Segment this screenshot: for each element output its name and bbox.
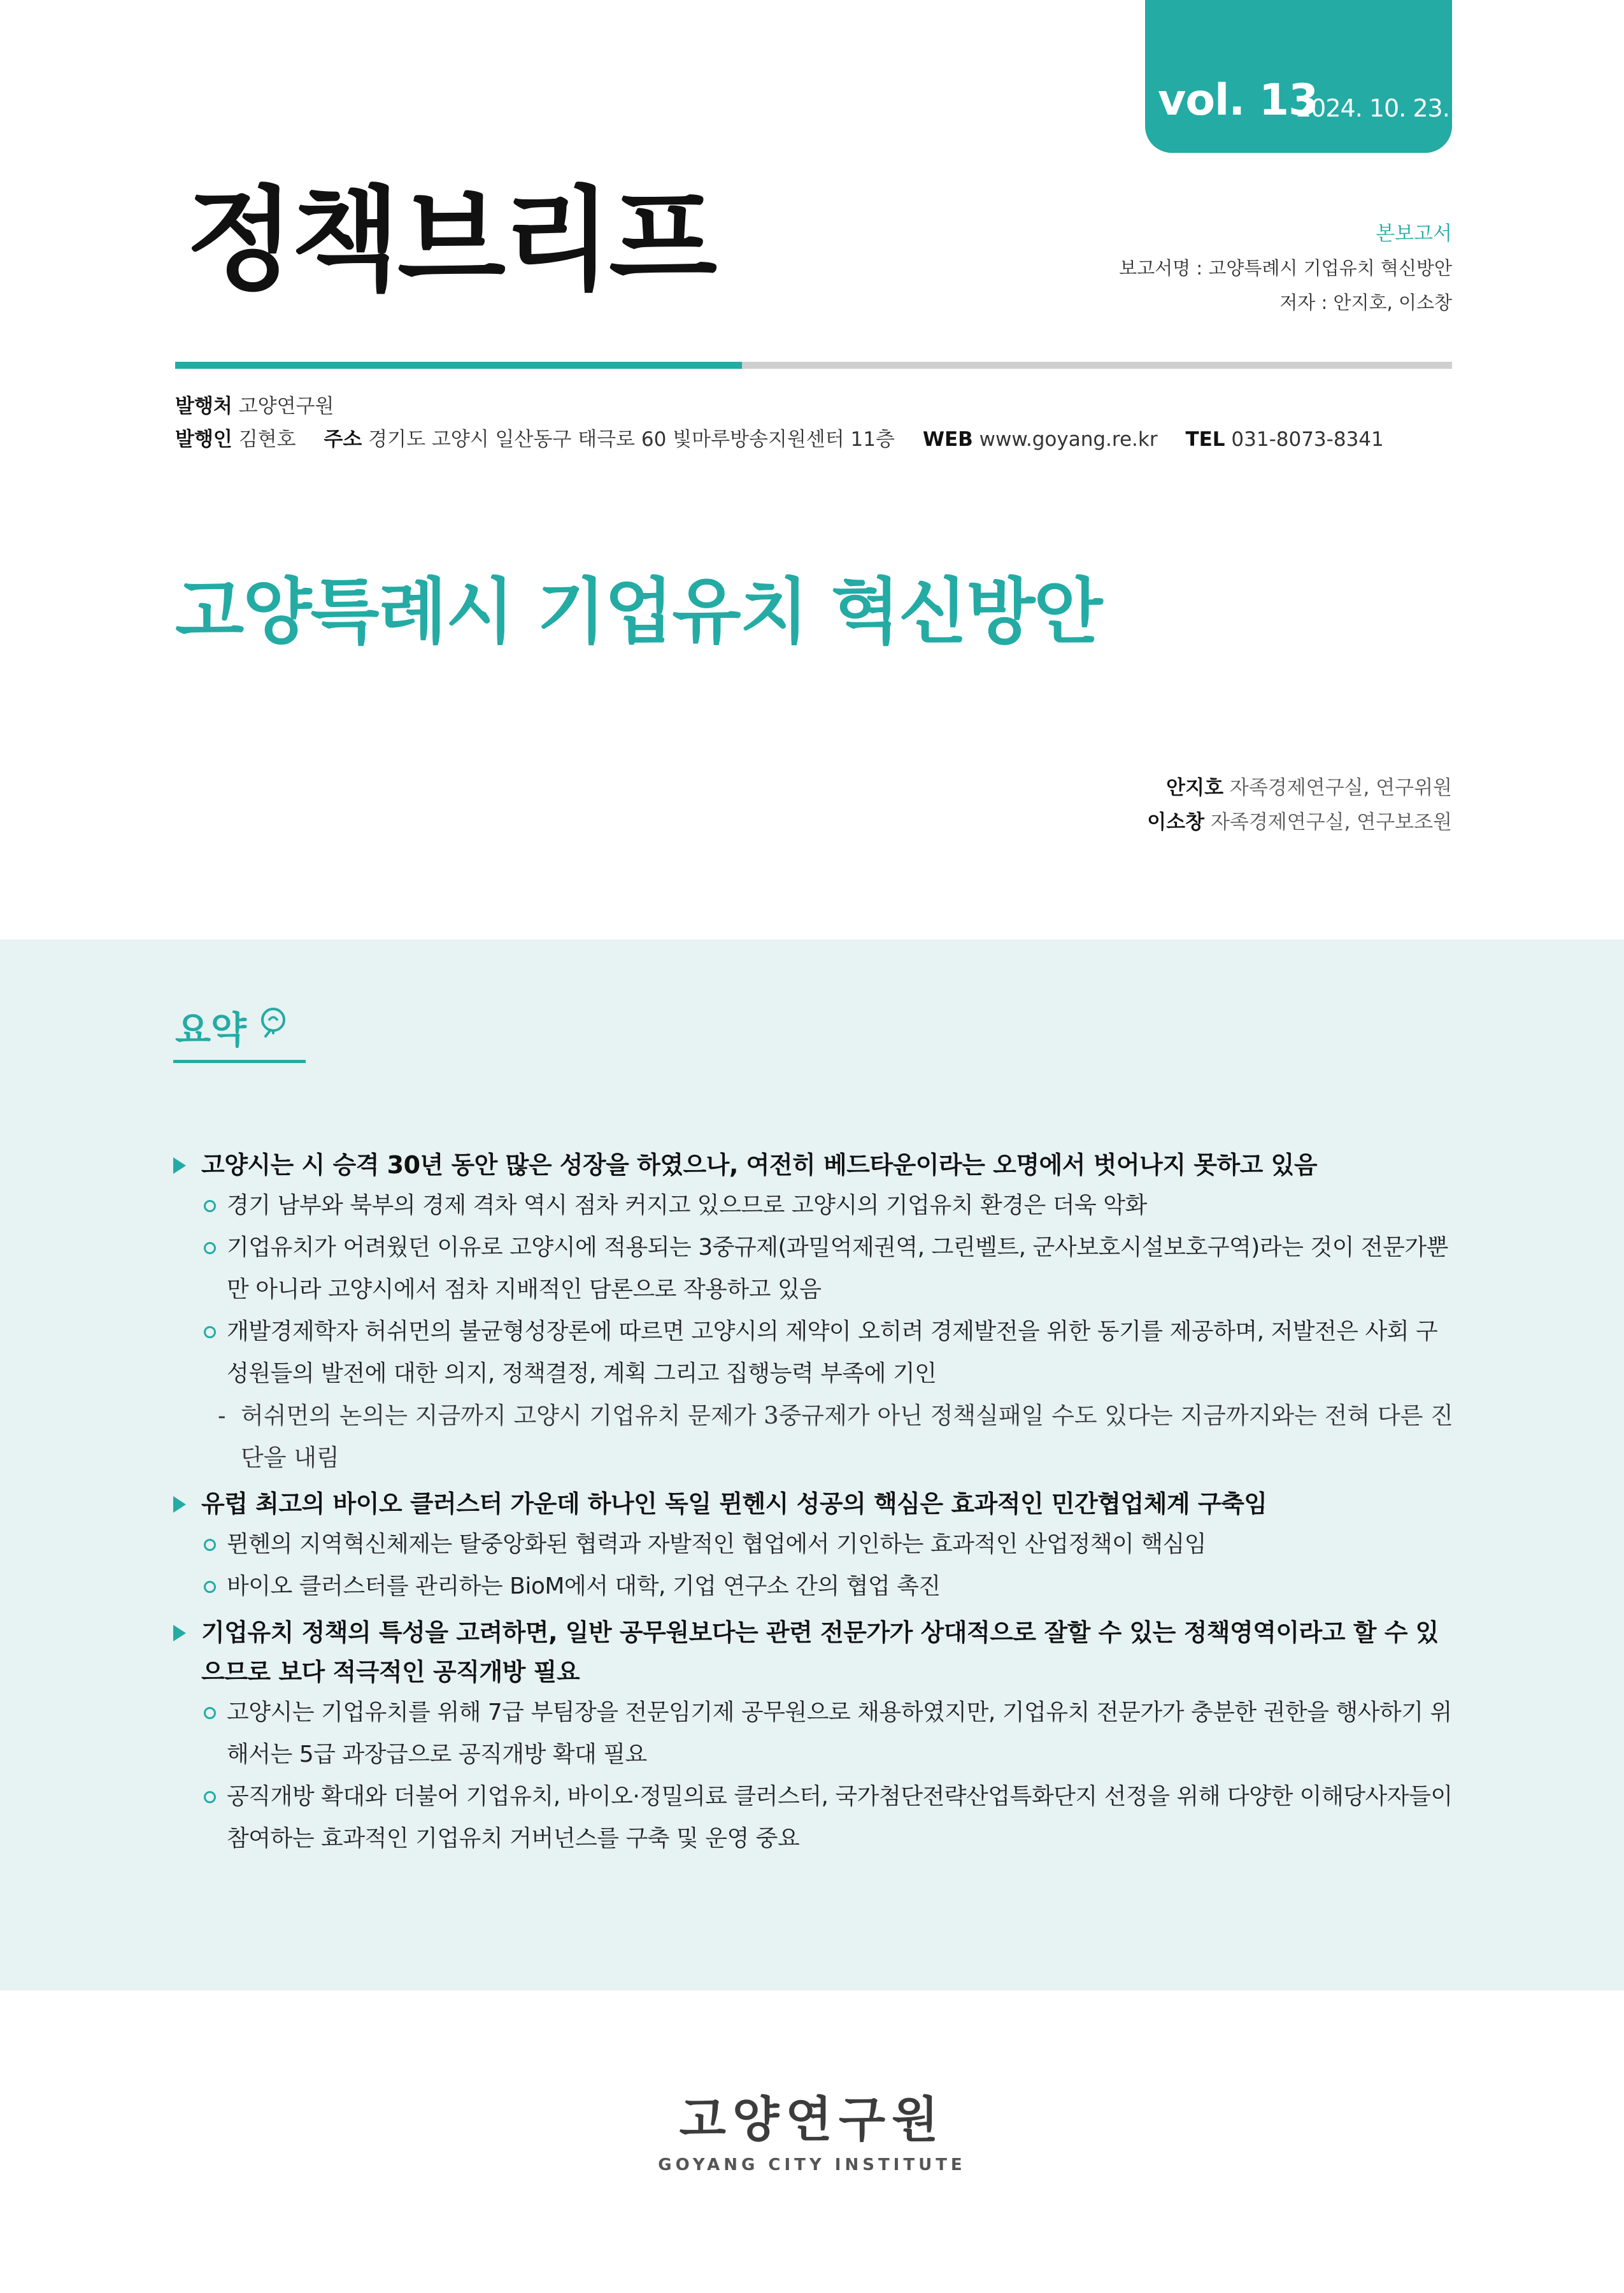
summary-point-text: 고양시는 시 승격 30년 동안 많은 성장을 하였으나, 여전히 베드타운이라는 오명에서 벗어나지 못하고 있음 [201,1151,1318,1179]
circle-bullet-icon [204,1707,216,1719]
author-line [1147,805,1452,839]
summary-subpoint [171,1524,1457,1566]
lightbulb-icon [255,1004,291,1049]
summary-point [171,1484,1457,1524]
summary-subpoint [171,1692,1457,1776]
summary-point-text: 기업유치 정책의 특성을 고려하면, 일반 공무원보다는 관련 전문가가 상대적으로 잘할 수 있는 정책영역이라고 할 수 있으므로 보다 적극적인 공직개방 필요 [201,1618,1439,1686]
author-list [1147,771,1452,839]
summary-heading-underline [173,1060,306,1063]
triangle-bullet-icon [173,1496,186,1513]
summary-point [171,1613,1457,1692]
author-name: 이소창 [1147,811,1205,834]
author-name: 안지호 [1166,776,1224,799]
circle-bullet-icon [204,1791,216,1803]
summary-subpoint [171,1185,1457,1227]
summary-subpoint [171,1566,1457,1608]
summary-subpoint-text: 경기 남부와 북부의 경제 격차 역시 점차 커지고 있으므로 고양시의 기업유치 환경은 더욱 악화 [227,1192,1147,1218]
summary-subpoint-text: 뮌헨의 지역혁신체제는 탈중앙화된 협력과 자발적인 협업에서 기인하는 효과적인 산업정책이 핵심임 [227,1531,1207,1557]
author-affiliation: 자족경제연구실, 연구보조원 [1210,811,1452,834]
author-affiliation: 자족경제연구실, 연구위원 [1229,776,1452,799]
tel-value: 031-8073-8341 [1231,428,1384,451]
circle-bullet-icon [204,1326,216,1338]
dash-bullet: - [218,1402,226,1429]
summary-subpoint-text: 기업유치가 어려웠던 이유로 고양시에 적용되는 3중규제(과밀억제권역, 그린벨트, 군사보호시설보호구역)라는 것이 전문가뿐만 아니라 고양시에서 점차 지배적인 담론으로 작용하고 있음 [227,1234,1448,1303]
summary-detail [171,1395,1457,1479]
issue-date: 2024. 10. 23. [1296,94,1449,122]
summary-subpoint-text: 개발경제학자 허쉬먼의 불균형성장론에 따르면 고양시의 제약이 오히려 경제발전을 위한 동기를 제공하며, 저발전은 사회 구성원들의 발전에 대한 의지, 정책결정, 계획 그리고 집행능력 부족에 기인 [227,1318,1438,1387]
web-label: WEB [922,428,973,451]
volume-number: vol. 13 [1158,75,1318,125]
triangle-bullet-icon [173,1157,186,1174]
summary-heading [175,1000,291,1054]
publisher-label: 발행처 [175,395,232,418]
document-title: 고양특례시 기업유치 혁신방안 [175,571,1102,654]
web-link[interactable]: www.goyang.re.kr [979,428,1158,451]
address-value: 경기도 고양시 일산동구 태극로 60 빛마루방송지원센터 11층 [368,428,895,451]
summary-subpoint [171,1227,1457,1311]
issuer-label: 발행인 [175,428,232,451]
triangle-bullet-icon [173,1625,186,1641]
report-authors: 저자 : 안지호, 이소창 [1279,292,1452,313]
summary-subpoint-text: 고양시는 기업유치를 위해 7급 부팀장을 전문임기제 공무원으로 채용하였지만, 기업유치 전문가가 충분한 권한을 행사하기 위해서는 5급 과장급으로 공직개방 확대 필요 [227,1699,1452,1768]
issuer-value: 김현호 [238,428,296,451]
address-label: 주소 [324,428,362,451]
report-kind: 본보고서 [1376,222,1452,245]
circle-bullet-icon [204,1242,216,1254]
circle-bullet-icon [204,1581,216,1593]
summary-subpoint [171,1311,1457,1395]
brand-title: 정책브리프 [186,175,715,306]
logo-korean: 고양연구원 [679,2091,945,2148]
circle-bullet-icon [204,1200,216,1212]
report-meta [1119,217,1452,320]
publisher-value: 고양연구원 [238,395,334,418]
summary-point-text: 유럽 최고의 바이오 클러스터 가운데 하나인 독일 뮌헨시 성공의 핵심은 효과적인 민간협업체계 구축임 [201,1490,1267,1518]
tel-label: TEL [1185,428,1225,451]
summary-subpoint [171,1776,1457,1860]
header-divider-accent [175,362,742,369]
circle-bullet-icon [204,1539,216,1551]
report-name: 보고서명 : 고양특례시 기업유치 혁신방안 [1119,257,1452,279]
publisher-info [175,390,1384,456]
summary-body [171,1145,1457,1860]
institute-logo [0,2091,1624,2175]
summary-point [171,1145,1457,1185]
summary-detail-text: 허쉬먼의 논의는 지금까지 고양시 기업유치 문제가 3중규제가 아닌 정책실패일 수도 있다는 지금까지와는 전혀 다른 진단을 내림 [241,1402,1453,1471]
summary-heading-text: 요약 [175,1008,247,1052]
logo-english: GOYANG CITY INSTITUTE [658,2155,966,2175]
summary-subpoint-text: 바이오 클러스터를 관리하는 BioM에서 대학, 기업 연구소 간의 협업 촉진 [227,1573,941,1599]
author-line [1147,771,1452,805]
summary-subpoint-text: 공직개방 확대와 더불어 기업유치, 바이오·정밀의료 클러스터, 국가첨단전략산업특화단지 선정을 위해 다양한 이해당사자들이 참여하는 효과적인 기업유치 거버넌스를 구축 및 운영 중요 [227,1783,1453,1852]
